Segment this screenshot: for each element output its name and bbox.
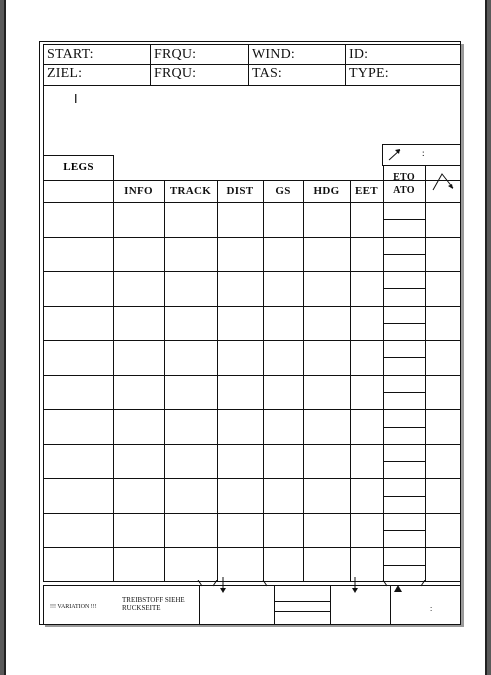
flight-log-page	[4, 0, 487, 675]
table-cell[interactable]	[426, 341, 461, 375]
table-cell[interactable]	[218, 341, 263, 375]
col-eto: ETO	[393, 172, 415, 183]
table-cell[interactable]	[44, 548, 113, 582]
table-cell[interactable]	[44, 410, 113, 444]
table-cell[interactable]	[351, 341, 383, 375]
table-cell[interactable]	[351, 514, 383, 548]
frqu-label-1: FRQU:	[154, 47, 197, 62]
table-cell[interactable]	[304, 514, 350, 548]
table-cell[interactable]	[218, 203, 263, 237]
fuel-note-line-1: TREIBSTOFF SIEHE	[122, 596, 185, 604]
table-cell[interactable]	[218, 307, 263, 341]
table-cell[interactable]	[114, 514, 164, 548]
table-cell[interactable]	[264, 307, 303, 341]
table-cell[interactable]	[165, 514, 217, 548]
table-cell[interactable]	[114, 445, 164, 479]
col-ato: ATO	[393, 185, 415, 196]
variation-label: !!! VARIATION !!!	[50, 604, 97, 610]
table-cell[interactable]	[304, 410, 350, 444]
table-cell[interactable]	[44, 479, 113, 513]
table-cell[interactable]	[165, 479, 217, 513]
table-cell[interactable]	[114, 307, 164, 341]
table-cell[interactable]	[384, 514, 425, 548]
table-cell[interactable]	[264, 272, 303, 306]
table-cell[interactable]	[426, 238, 461, 272]
table-cell[interactable]	[114, 376, 164, 410]
table-cell[interactable]	[304, 307, 350, 341]
table-cell[interactable]	[426, 376, 461, 410]
table-cell[interactable]	[114, 341, 164, 375]
frqu-label-2: FRQU:	[154, 66, 197, 81]
table-cell[interactable]	[114, 548, 164, 582]
table-cell[interactable]	[351, 410, 383, 444]
tas-label: TAS:	[252, 66, 283, 81]
table-cell[interactable]	[44, 238, 113, 272]
footer-inner-line	[274, 601, 330, 602]
table-cell[interactable]	[218, 410, 263, 444]
wind-box-colon: :	[422, 148, 425, 158]
table-cell[interactable]	[44, 307, 113, 341]
start-label: START:	[47, 47, 94, 62]
footer-divider	[390, 585, 391, 625]
table-cell[interactable]	[384, 410, 425, 444]
fuel-note-line-2: RUCKSEITE	[122, 604, 161, 612]
table-cell[interactable]	[165, 445, 217, 479]
table-cell[interactable]	[264, 203, 303, 237]
table-cell[interactable]	[218, 445, 263, 479]
table-cell[interactable]	[384, 272, 425, 306]
table-cell[interactable]	[384, 307, 425, 341]
table-cell[interactable]	[264, 514, 303, 548]
table-cell[interactable]	[384, 376, 425, 410]
table-cell[interactable]	[351, 238, 383, 272]
table-cell[interactable]	[304, 272, 350, 306]
table-cell[interactable]	[384, 479, 425, 513]
table-cell[interactable]	[165, 376, 217, 410]
table-cell[interactable]	[114, 479, 164, 513]
col-gs: GS	[275, 185, 291, 197]
table-cell[interactable]	[304, 479, 350, 513]
table-cell[interactable]	[384, 341, 425, 375]
table-cell[interactable]	[384, 548, 425, 582]
table-cell[interactable]	[351, 307, 383, 341]
table-cell[interactable]	[44, 376, 113, 410]
table-cell[interactable]	[218, 272, 263, 306]
table-cell[interactable]	[426, 514, 461, 548]
table-cell[interactable]	[218, 479, 263, 513]
turn-arrow-icon	[431, 170, 455, 192]
table-cell[interactable]	[351, 272, 383, 306]
col-track: TRACK	[169, 185, 212, 197]
text-cursor: I	[74, 92, 78, 106]
table-cell[interactable]	[351, 479, 383, 513]
table-cell[interactable]	[114, 410, 164, 444]
table-cell[interactable]	[304, 238, 350, 272]
ziel-label: ZIEL:	[47, 66, 83, 81]
id-label: ID:	[349, 47, 369, 62]
table-cell[interactable]	[384, 238, 425, 272]
table-cell[interactable]	[165, 238, 217, 272]
table-cell[interactable]	[264, 410, 303, 444]
table-cell[interactable]	[304, 548, 350, 582]
table-cell[interactable]	[264, 341, 303, 375]
footer-divider	[199, 585, 200, 625]
table-cell[interactable]	[426, 203, 461, 237]
diagonal-arrow-icon	[388, 148, 402, 161]
table-cell[interactable]	[44, 203, 113, 237]
table-cell[interactable]	[165, 410, 217, 444]
table-cell[interactable]	[44, 445, 113, 479]
table-cell[interactable]	[264, 548, 303, 582]
table-cell[interactable]	[44, 341, 113, 375]
table-cell[interactable]	[165, 203, 217, 237]
table-cell[interactable]	[114, 238, 164, 272]
footer-inner-line	[274, 611, 330, 612]
table-cell[interactable]	[165, 341, 217, 375]
col-hdg: HDG	[313, 185, 340, 197]
table-cell[interactable]	[304, 376, 350, 410]
table-cell[interactable]	[44, 272, 113, 306]
table-cell[interactable]	[44, 514, 113, 548]
wind-label: WIND:	[252, 47, 295, 62]
table-cell[interactable]	[426, 548, 461, 582]
table-cell[interactable]	[426, 272, 461, 306]
sheet-shadow-right	[461, 44, 464, 627]
table-cell[interactable]	[165, 272, 217, 306]
table-cell[interactable]	[304, 341, 350, 375]
col-info: INFO	[124, 185, 153, 197]
table-cell[interactable]	[304, 203, 350, 237]
table-cell[interactable]	[304, 445, 350, 479]
table-footer-joins	[43, 580, 461, 588]
col-dist: DIST	[226, 185, 254, 197]
table-cell[interactable]	[351, 203, 383, 237]
legs-label: LEGS	[63, 161, 94, 173]
table-cell[interactable]	[264, 445, 303, 479]
type-label: TYPE:	[349, 66, 389, 81]
footer-colon: :	[430, 604, 433, 613]
table-cell[interactable]	[264, 479, 303, 513]
table-cell[interactable]	[114, 272, 164, 306]
table-cell[interactable]	[264, 238, 303, 272]
table-cell[interactable]	[165, 307, 217, 341]
table-cell[interactable]	[264, 376, 303, 410]
table-cell[interactable]	[384, 445, 425, 479]
col-eet: EET	[355, 185, 378, 197]
table-cell[interactable]	[426, 410, 461, 444]
footer-divider	[274, 585, 275, 625]
table-cell[interactable]	[114, 203, 164, 237]
table-cell[interactable]	[426, 479, 461, 513]
table-cell[interactable]	[351, 445, 383, 479]
table-cell[interactable]	[218, 238, 263, 272]
table-cell[interactable]	[426, 307, 461, 341]
table-cell[interactable]	[426, 445, 461, 479]
table-cell[interactable]	[218, 514, 263, 548]
table-cell[interactable]	[165, 548, 217, 582]
table-cell[interactable]	[384, 203, 425, 237]
table-cell[interactable]	[218, 376, 263, 410]
footer-divider	[330, 585, 331, 625]
table-cell[interactable]	[351, 376, 383, 410]
